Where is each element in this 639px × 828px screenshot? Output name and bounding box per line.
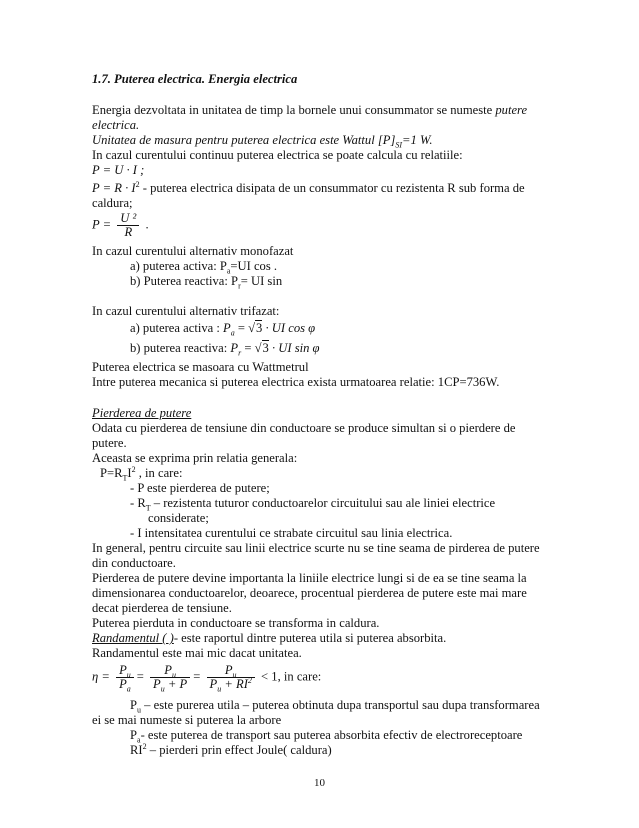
paragraph-line [130, 728, 522, 743]
text: – rezistenta tuturor conductoarelor circuitului sau ale liniei electrice [150, 496, 496, 510]
paragraph-line: putere. [92, 436, 127, 450]
formula: P [223, 321, 231, 335]
list-item [130, 274, 282, 289]
paragraph-line: decat pierderea de tensiune. [92, 601, 232, 615]
text: b) puterea reactiva: [130, 341, 228, 355]
paragraph-line: dimensionarea conductoarelor, deoarece, procentual pierderea de putere este mai mare [92, 586, 527, 600]
list-item: - I intensitatea curentului ce strabate circuitul sau linia electrica. [130, 526, 453, 540]
formula-line [100, 466, 182, 481]
subscript: u [217, 684, 222, 694]
superscript: 2 [247, 675, 252, 685]
subscript: a [226, 266, 231, 276]
paragraph-line: In cazul curentului alternativ trifazat: [92, 304, 280, 318]
text: , in care: [135, 466, 183, 480]
list-item: b) puterea reactiva: $P_r = √3$ · UI sin φ [130, 341, 320, 358]
formula: P = R · I [92, 181, 136, 195]
subscript: a [137, 735, 141, 745]
text: a) puterea activa: P [130, 259, 227, 273]
numerator [116, 664, 134, 678]
paragraph-line: din conductoare. [92, 556, 176, 570]
fraction [116, 663, 134, 694]
symbol: P [153, 677, 161, 691]
underlined-term: Randamentul ( ) [92, 631, 174, 645]
section-title: 1.7. Puterea electrica. Energia electrica [92, 72, 298, 86]
text: = [241, 341, 255, 355]
subscript: a [126, 684, 131, 694]
sqrt-value: 3 [256, 321, 263, 335]
paragraph-line: Odata cu pierderea de tensiune din conductoare se produce simultan si o pierdere de [92, 421, 516, 435]
paragraph-line [92, 103, 527, 118]
superscript: 2 [142, 741, 147, 751]
superscript: 2 [135, 179, 140, 189]
paragraph-line: Intre puterea mecanica si puterea electrica exista urmatoarea relatie: 1CP=736W. [92, 375, 500, 389]
paragraph-line: In general, pentru circuite sau linii electrice scurte nu se tine seama de pirderea de putere [92, 541, 540, 555]
denominator [150, 677, 190, 694]
text: =1 W. [402, 133, 433, 147]
paragraph-line [92, 133, 432, 148]
subscript: r [238, 348, 242, 358]
formula: P = [92, 217, 112, 232]
formula-3 [92, 212, 149, 239]
symbol: P [164, 663, 172, 677]
text: I [127, 466, 132, 480]
formula: η = [92, 669, 110, 684]
text: – pierderi prin effect Joule( caldura) [146, 743, 332, 757]
fraction [150, 663, 190, 694]
numerator [150, 664, 190, 678]
text: . [145, 217, 149, 232]
text: P [130, 698, 138, 712]
paragraph-line: In cazul curentului continuu puterea electrica se poate calcula cu relatiile: [92, 148, 463, 162]
paragraph-line [92, 631, 446, 646]
text: - este puterea de transport sau puterea absorbita efectiv de electroreceptoare [140, 728, 523, 742]
symbol: + RI [221, 677, 248, 691]
denominator: R [124, 225, 133, 239]
subscript: u [126, 670, 131, 680]
subscript: u [171, 670, 176, 680]
text: P [130, 728, 138, 742]
list-item-continued: considerate; [148, 511, 209, 525]
text: - este raportul dintre puterea utila si puterea absorbita. [173, 631, 447, 645]
text: P=R [100, 466, 123, 480]
fraction [207, 663, 255, 694]
list-item: - P este pierderea de putere; [130, 481, 270, 495]
subscript: u [137, 705, 142, 715]
text: =UI cos . [230, 259, 278, 273]
formula-1: P = U · I ; [92, 163, 145, 177]
subscript: u [160, 684, 165, 694]
paragraph-line: electrica. [92, 118, 140, 132]
symbol: + P [164, 677, 188, 691]
text: = [234, 321, 249, 335]
paragraph-line [130, 743, 332, 758]
text: - R [130, 496, 146, 510]
text: RI [130, 743, 143, 757]
paragraph-line: In cazul curentului alternativ monofazat [92, 244, 294, 258]
denominator [207, 675, 255, 694]
subscript: a [230, 328, 235, 338]
list-item: a) puterea activa : $P_a = √3$ · UI cos φ [130, 321, 316, 338]
subscript: r [238, 281, 241, 291]
paragraph-line [130, 698, 540, 713]
subscript: T [145, 503, 151, 513]
text: < 1, in care: [261, 669, 322, 684]
text: – este purerea utila – puterea obtinuta dupa transportul sau dupa transformarea [141, 698, 540, 712]
formula: · UI sin φ [268, 341, 320, 355]
paragraph-line: Aceasta se exprima prin relatia generala: [92, 451, 298, 465]
list-item [130, 259, 277, 274]
symbol: P [119, 677, 127, 691]
formula-2 [92, 181, 525, 196]
text: - puterea electrica disipata de un consummator cu rezistenta R sub forma de [139, 181, 525, 195]
text: = UI sin [240, 274, 283, 288]
efficiency-equation: η = $\frac{P_u}{P_a}$ = $\frac{P_u}{P_u + P}$ = $\frac{P_u}{P_u + RI^2}$ < 1, in care: [92, 663, 322, 694]
symbol: P [224, 663, 233, 677]
subscript: u [232, 670, 237, 680]
fraction [117, 212, 139, 239]
paragraph-line: Pierderea de putere devine importanta la liniile electrice lungi si de ea se tine seama la [92, 571, 527, 585]
paragraph-line: Randamentul este mai mic dacat unitatea. [92, 646, 302, 660]
text: b) Puterea reactiva: P [130, 274, 239, 288]
text: Energia dezvoltata in unitatea de timp la bornele unui consummator se numeste [92, 103, 493, 117]
list-item [130, 496, 495, 511]
paragraph-line: Puterea pierduta in conductoare se transforma in caldura. [92, 616, 380, 630]
text: a) puterea activa : [130, 321, 220, 335]
numerator: U ² [117, 212, 139, 226]
symbol: P [119, 663, 127, 677]
page-number: 10 [314, 777, 325, 789]
paragraph-line: ei se mai numeste si puterea la arbore [92, 713, 282, 727]
paragraph-line: Puterea electrica se masoara cu Wattmetrul [92, 360, 309, 374]
sqrt-value: 3 [262, 341, 269, 355]
paragraph-line: caldura; [92, 196, 133, 210]
superscript: 2 [131, 464, 136, 474]
denominator [116, 677, 134, 694]
subscript: T [122, 473, 128, 483]
formula: P [230, 341, 239, 355]
subscript: SI [395, 140, 403, 150]
symbol: P [209, 677, 218, 691]
subsection-heading: Pierderea de putere [92, 406, 192, 420]
formula: · UI cos φ [262, 321, 316, 335]
text: Unitatea de masura pentru puterea electrica este Wattul [P] [92, 133, 396, 147]
text: putere [495, 103, 528, 117]
